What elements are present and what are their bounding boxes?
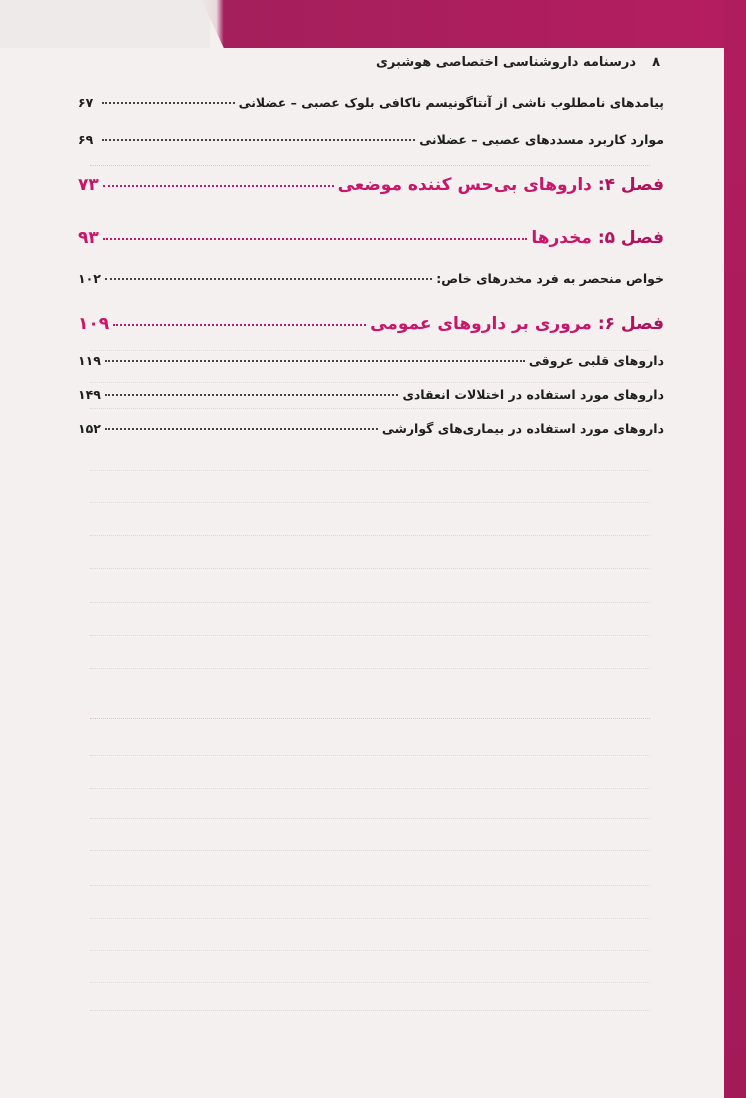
- toc-entry-page: ۱۰۲: [78, 271, 101, 286]
- toc-entry-title: پیامدهای نامطلوب ناشی از آنتاگونیسم ناکافی بلوک عصبی – عضلانی: [238, 95, 664, 110]
- toc-entry-title: خواص منحصر به فرد مخدرهای خاص:: [436, 271, 664, 286]
- toc-chapter-title: [531, 228, 664, 248]
- toc-entry-title: داروهای مورد استفاده در بیماری‌های گوارشی: [381, 421, 664, 436]
- dot-leader: [113, 324, 366, 326]
- dot-leader: [105, 360, 525, 362]
- toc-entry-page: ۱۱۹: [78, 353, 101, 368]
- toc-chapter-title: [370, 314, 664, 334]
- toc-entry[interactable]: [78, 95, 664, 110]
- page-header: [60, 52, 660, 72]
- toc-entry[interactable]: [78, 387, 664, 402]
- toc-chapter-entry[interactable]: [78, 228, 664, 248]
- dot-leader: [102, 139, 415, 141]
- page-number: ۸: [652, 54, 660, 70]
- dot-leader: [103, 238, 528, 240]
- toc-entry[interactable]: [78, 353, 664, 368]
- dot-leader: [105, 278, 432, 280]
- chapter-label: فصل ۵:: [597, 228, 664, 248]
- chapter-label: فصل ۴:: [597, 175, 664, 195]
- toc-chapter-page: ۷۳: [78, 175, 99, 195]
- toc-entry-title: موارد کاربرد مسددهای عصبی – عضلانی: [419, 132, 664, 147]
- top-left-paper: [0, 0, 210, 48]
- chapter-name: مروری بر داروهای عمومی: [370, 314, 592, 334]
- chapter-name: مخدرها: [531, 228, 592, 248]
- dot-leader: [102, 102, 235, 104]
- toc-chapter-page: ۱۰۹: [78, 314, 110, 334]
- toc-chapter-entry[interactable]: [78, 314, 664, 334]
- dot-leader: [105, 428, 378, 430]
- side-decorative-band: [724, 0, 746, 1098]
- toc-entry[interactable]: [78, 132, 664, 147]
- toc-chapter-entry[interactable]: [78, 175, 664, 195]
- toc-entry[interactable]: [78, 421, 664, 436]
- toc-entry[interactable]: [78, 271, 664, 286]
- toc-entry-page: ۶۹: [78, 132, 94, 147]
- toc-entry-page: ۶۷: [78, 95, 94, 110]
- toc-chapter-page: ۹۳: [78, 228, 99, 248]
- dot-leader: [103, 185, 334, 187]
- chapter-name: داروهای بی‌حس کننده موضعی: [337, 175, 592, 195]
- toc-entry-page: ۱۵۲: [78, 421, 101, 436]
- toc-entry-title: داروهای مورد استفاده در اختلالات انعقادی: [402, 387, 664, 402]
- toc-entry-title: داروهای قلبی عروقی: [528, 353, 664, 368]
- chapter-label: فصل ۶:: [597, 314, 664, 334]
- book-title: درسنامه داروشناسی اختصاصی هوشبری: [376, 54, 637, 70]
- dot-leader: [105, 394, 399, 396]
- toc-chapter-title: [338, 175, 664, 195]
- toc-entry-page: ۱۴۹: [78, 387, 101, 402]
